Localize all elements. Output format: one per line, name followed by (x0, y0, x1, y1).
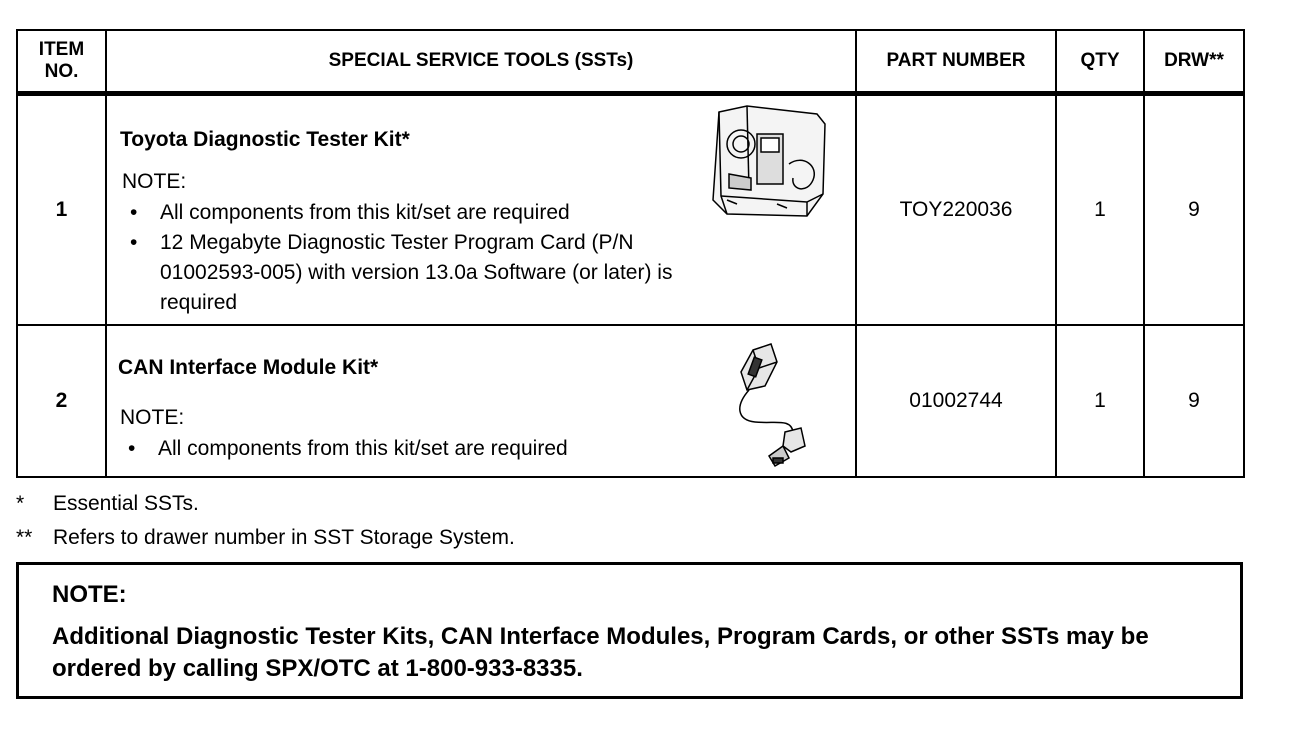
drawer-number: 9 (1144, 93, 1244, 325)
quantity: 1 (1056, 325, 1144, 477)
drawer-number: 9 (1144, 325, 1244, 477)
quantity: 1 (1056, 93, 1144, 325)
tool-title: CAN Interface Module Kit* (118, 356, 379, 379)
note-box-title: NOTE: (52, 581, 127, 608)
header-item-no: ITEM NO. (17, 30, 106, 93)
table-row (17, 93, 1244, 325)
sst-table (16, 29, 1245, 478)
list-item: • All components from this kit/set are required (128, 437, 568, 460)
can-interface-module-image (725, 342, 815, 470)
note-bullets (122, 198, 722, 318)
tool-description (106, 325, 856, 477)
note-box (16, 562, 1243, 699)
diagnostic-tester-kit-image (707, 104, 837, 222)
tool-description (106, 93, 856, 325)
header-drw: DRW** (1144, 30, 1244, 93)
table-row (17, 325, 1244, 477)
footnote-text: Refers to drawer number in SST Storage System. (53, 526, 515, 549)
tool-title: Toyota Diagnostic Tester Kit* (120, 127, 410, 151)
table-header-row (17, 30, 1244, 93)
item-number: 1 (17, 93, 106, 325)
footnote-mark: ** (16, 526, 33, 549)
header-qty: QTY (1056, 30, 1144, 93)
part-number: TOY220036 (856, 93, 1056, 325)
note-label: NOTE: (122, 169, 187, 193)
note-bullets (120, 434, 720, 464)
footnote-text: Essential SSTs. (53, 492, 199, 515)
list-item: • All components from this kit/set are required (130, 200, 570, 224)
list-item: • 12 Megabyte Diagnostic Tester Program Card (P/N 01002593-005) with version 13.0a Software (or later) is required (130, 230, 673, 314)
part-number: 01002744 (856, 325, 1056, 477)
header-part-number: PART NUMBER (856, 30, 1056, 93)
footnote-mark: * (16, 492, 25, 515)
note-label: NOTE: (120, 406, 185, 429)
note-box-text: Additional Diagnostic Tester Kits, CAN Interface Modules, Program Cards, or other SSTs may be ordered by calling SPX/OTC at 1-800-933-8335. (52, 623, 1149, 682)
item-number: 2 (17, 325, 106, 477)
header-tools: SPECIAL SERVICE TOOLS (SSTs) (106, 30, 856, 93)
